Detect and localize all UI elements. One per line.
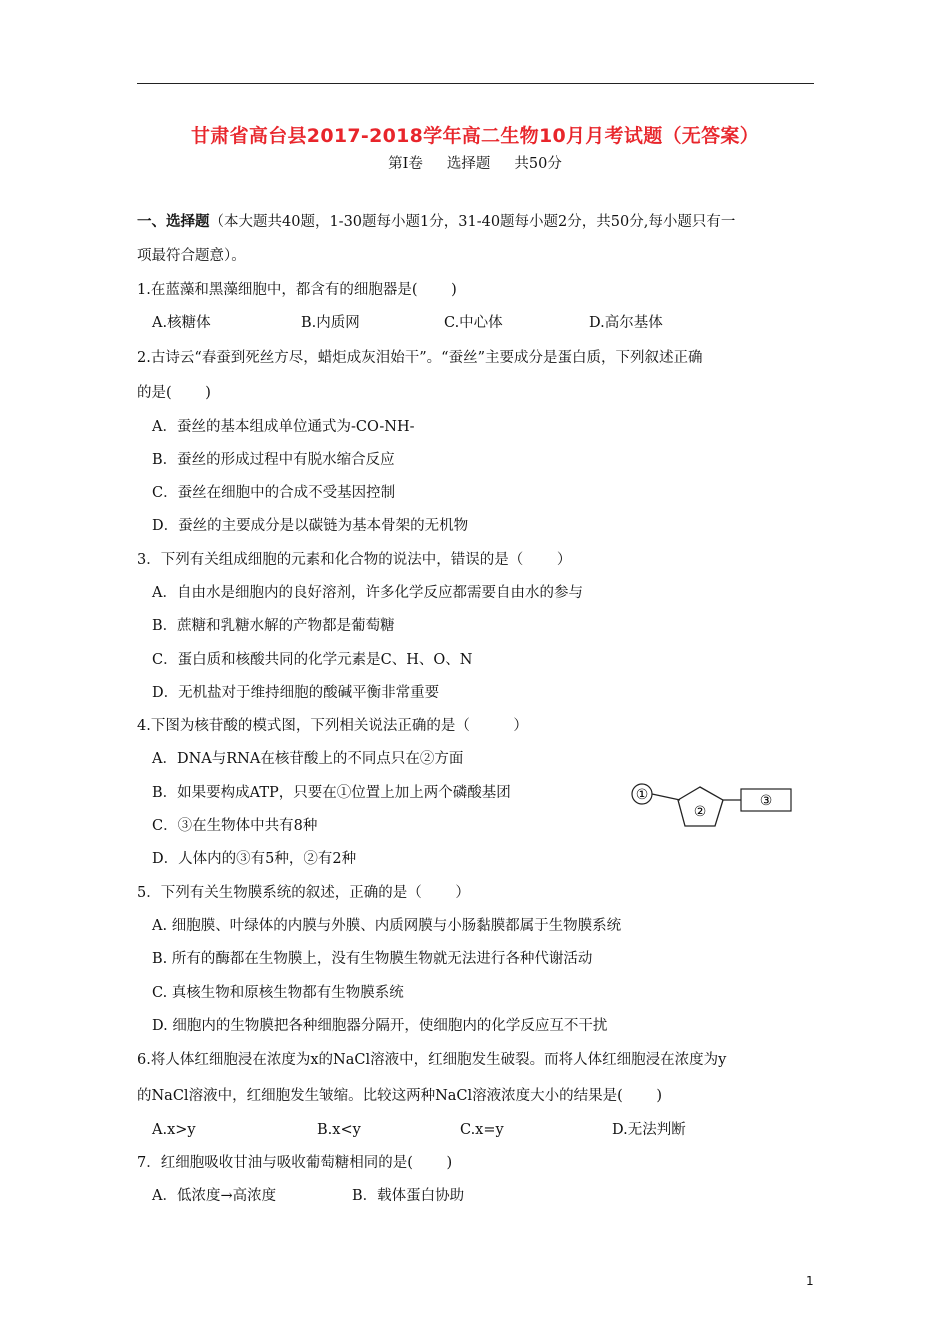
q5-option-a: A. 细胞膜、叶绿体的内膜与外膜、内质网膜与小肠黏膜都属于生物膜系统 bbox=[152, 918, 622, 934]
subtitle-part: 第Ⅰ卷 bbox=[388, 156, 423, 172]
q2-option-a: A．蚕丝的基本组成单位通式为-CO-NH- bbox=[152, 419, 415, 435]
q7-option-a: A．低浓度→高浓度 bbox=[152, 1188, 277, 1204]
section-header-bold: 一、选择题 bbox=[137, 213, 210, 230]
q2-option-b: B．蚕丝的形成过程中有脱水缩合反应 bbox=[152, 452, 395, 468]
q3-option-b: B．蔗糖和乳糖水解的产物都是葡萄糖 bbox=[152, 618, 395, 634]
q1-option-d: D.高尔基体 bbox=[589, 315, 663, 331]
q3-option-c: C．蛋白质和核酸共同的化学元素是C、H、O、N bbox=[152, 652, 473, 668]
header-rule bbox=[137, 83, 814, 84]
q6-stem-2: 的NaCl溶液中，红细胞发生皱缩。比较这两种NaCl溶液浓度大小的结果是( ) bbox=[137, 1088, 663, 1104]
q2-option-d: D．蚕丝的主要成分是以碳链为基本骨架的无机物 bbox=[152, 518, 469, 534]
q1-option-b: B.内质网 bbox=[301, 315, 360, 331]
subtitle-score: 共50分 bbox=[514, 156, 562, 172]
q2-stem-1: 2.古诗云“春蚕到死丝方尽，蜡炬成灰泪始干”。“蚕丝”主要成分是蛋白质，下列叙述正确 bbox=[137, 350, 703, 366]
q4-option-b: B．如果要构成ATP，只要在①位置上加上两个磷酸基团 bbox=[152, 785, 511, 801]
q2-option-c: C．蚕丝在细胞中的合成不受基因控制 bbox=[152, 485, 396, 501]
q7-option-b: B．载体蛋白协助 bbox=[352, 1188, 465, 1204]
subtitle-section: 选择题 bbox=[446, 156, 491, 172]
label-3: ③ bbox=[759, 793, 773, 809]
q4-stem: 4.下图为核苷酸的模式图，下列相关说法正确的是（ ） bbox=[137, 718, 528, 734]
q5-option-d: D. 细胞内的生物膜把各种细胞器分隔开，使细胞内的化学反应互不干扰 bbox=[152, 1018, 608, 1034]
q5-option-b: B. 所有的酶都在生物膜上，没有生物膜生物就无法进行各种代谢活动 bbox=[152, 951, 593, 967]
q3-option-d: D．无机盐对于维持细胞的酸碱平衡非常重要 bbox=[152, 685, 440, 701]
q5-option-c: C. 真核生物和原核生物都有生物膜系统 bbox=[152, 985, 404, 1001]
q7-stem: 7．红细胞吸收甘油与吸收葡萄糖相同的是( ) bbox=[137, 1155, 453, 1171]
q4-option-c: C．③在生物体中共有8种 bbox=[152, 818, 318, 834]
q4-option-a: A．DNA与RNA在核苷酸上的不同点只在②方面 bbox=[152, 751, 464, 767]
q5-stem: 5．下列有关生物膜系统的叙述，正确的是（ ） bbox=[137, 885, 470, 901]
section-header-cont: 项最符合题意）。 bbox=[137, 248, 246, 264]
nucleotide-diagram bbox=[628, 772, 798, 832]
q4-option-d: D．人体内的③有5种，②有2种 bbox=[152, 851, 357, 867]
q3-stem: 3．下列有关组成细胞的元素和化合物的说法中，错误的是（ ） bbox=[137, 552, 572, 568]
q6-stem-1: 6.将人体红细胞浸在浓度为x的NaCl溶液中，红细胞发生破裂。而将人体红细胞浸在浓度为y bbox=[137, 1052, 727, 1068]
q1-stem: 1.在蓝藻和黑藻细胞中，都含有的细胞器是( ) bbox=[137, 282, 457, 298]
q6-option-a: A.x>y bbox=[152, 1122, 196, 1138]
q6-option-c: C.x=y bbox=[460, 1122, 504, 1138]
q6-option-b: B.x<y bbox=[317, 1122, 361, 1138]
q1-option-c: C.中心体 bbox=[444, 315, 503, 331]
q2-stem-2: 的是( ) bbox=[137, 385, 211, 401]
label-1: ① bbox=[635, 787, 649, 803]
section-header-rest: （本大题共40题，1-30题每小题1分，31-40题每小题2分，共50分,每小题只有一 bbox=[209, 214, 736, 230]
q1-option-a: A.核糖体 bbox=[152, 315, 211, 331]
q6-option-d: D.无法判断 bbox=[612, 1122, 686, 1138]
bond-1 bbox=[652, 794, 680, 800]
label-2: ② bbox=[693, 804, 707, 820]
q3-option-a: A．自由水是细胞内的良好溶剂，许多化学反应都需要自由水的参与 bbox=[152, 585, 583, 601]
document-subtitle bbox=[0, 152, 950, 173]
document-title: 甘肃省高台县2017-2018学年高二生物10月月考试题（无答案） bbox=[191, 125, 759, 147]
page-number: 1 bbox=[806, 1274, 814, 1288]
section-header bbox=[137, 212, 735, 232]
